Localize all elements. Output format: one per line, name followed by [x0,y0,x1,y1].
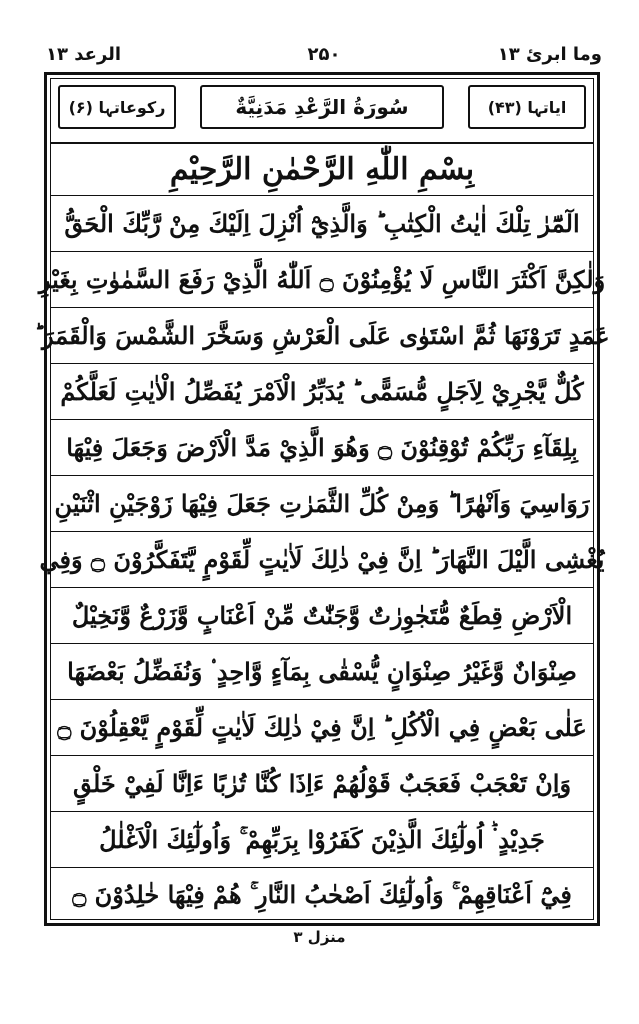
juz-label: وما ابرئ ۱۳ [497,44,602,65]
page-number: ۲۵۰ [307,44,341,65]
surah-title-band [50,78,594,144]
verse-line: بِلِقَآءِ رَبِّكُمْ تُوْقِنُوْنَ ۝ وَهُوَ الَّذِيْ مَدَّ الْاَرْضَ وَجَعَلَ فِيْهَا [50,420,594,476]
verse-line: كُلٌّ يَّجْرِيْ لِاَجَلٍ مُّسَمًّى ؕ يُدَبِّرُ الْاَمْرَ يُفَصِّلُ الْاٰيٰتِ لَعَلَّكُمْ [50,364,594,420]
verse-line: فِيْٓ اَعْنَاقِهِمْ ۚ وَاُولٰٓئِكَ اَصْحٰبُ النَّارِ ۚ هُمْ فِيْهَا خٰلِدُوْنَ ۝ [72,879,572,909]
verse-line: وَاِنْ تَعْجَبْ فَعَجَبٌ قَوْلُهُمْ ءَاِذَا كُنَّا تُرٰبًا ءَاِنَّا لَفِيْ خَلْقٍ [50,756,594,812]
surah-name-box: سُورَةُ الرَّعْدِ مَدَنِيَّةٌ [200,85,444,129]
page-header [44,40,604,70]
bismillah: بِسْمِ اللّٰهِ الرَّحْمٰنِ الرَّحِيْمِ [50,144,594,196]
verse-line: رَوَاسِيَ وَاَنْهٰرًا ؕ وَمِنْ كُلِّ الثَّمَرٰتِ جَعَلَ فِيْهَا زَوْجَيْنِ اثْنَيْنِ [50,476,594,532]
verse-line: الٓمّٓرٰ تِلْكَ اٰيٰتُ الْكِتٰبِ ؕ وَالَّذِيْٓ اُنْزِلَ اِلَيْكَ مِنْ رَّبِّكَ الْحَقُّ [50,196,594,252]
verse-line: صِنْوَانٌ وَّغَيْرُ صِنْوَانٍ يُّسْقٰى بِمَآءٍ وَّاحِدٍ ۟ وَنُفَضِّلُ بَعْضَهَا [50,644,594,700]
verse-line: وَلٰكِنَّ اَكْثَرَ النَّاسِ لَا يُؤْمِنُوْنَ ۝ اَللّٰهُ الَّذِيْ رَفَعَ السَّمٰوٰتِ بِغَيْرِ [50,252,594,308]
verse-line: الْاَرْضِ قِطَعٌ مُّتَجٰوِرٰتٌ وَّجَنّٰتٌ مِّنْ اَعْنَابٍ وَّزَرْعٌ وَّنَخِيْلٌ [50,588,594,644]
verse-line: عَلٰى بَعْضٍ فِي الْاُكُلِ ؕ اِنَّ فِيْ ذٰلِكَ لَاٰيٰتٍ لِّقَوْمٍ يَّعْقِلُوْنَ ۝ [50,700,594,756]
manzil-footer: منزل ۳ [293,928,346,946]
ruku-count-box: رکوعاتہا (۶) [58,85,176,129]
verse-line: عَمَدٍ تَرَوْنَهَا ثُمَّ اسْتَوٰى عَلَى الْعَرْشِ وَسَخَّرَ الشَّمْسَ وَالْقَمَرَ ؕ [50,308,594,364]
surah-header-label: الرعد ۱۳ [46,44,122,65]
verse-line: يُغْشِى الَّيْلَ النَّهَارَ ؕ اِنَّ فِيْ ذٰلِكَ لَاٰيٰتٍ لِّقَوْمٍ يَّتَفَكَّرُوْنَ ۝ وَفِي [50,532,594,588]
ayat-count-box: ایاتہا (۴۳) [468,85,586,129]
verse-line: جَدِيْدٍ ۬ؕ اُولٰٓئِكَ الَّذِيْنَ كَفَرُوْا بِرَبِّهِمْ ۚ وَاُولٰٓئِكَ الْاَغْلٰلُ [50,812,594,868]
